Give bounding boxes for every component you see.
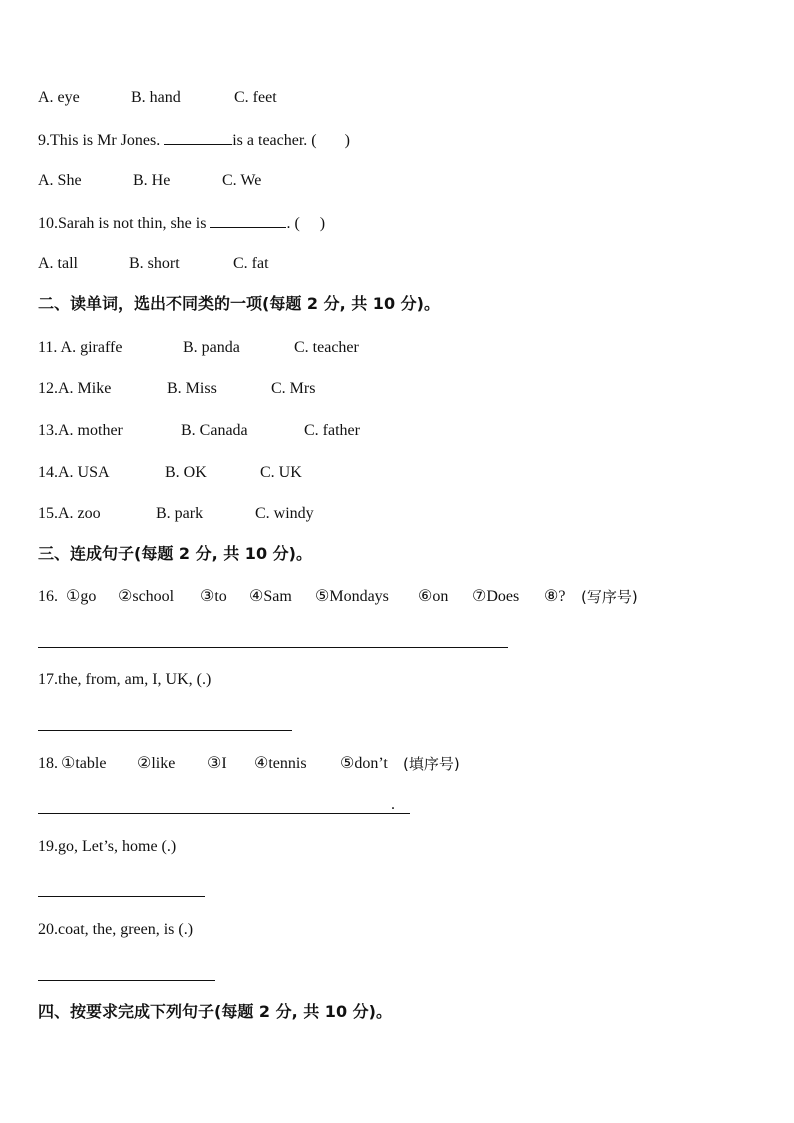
q10-close: ) <box>319 215 326 232</box>
q10-prefix: 10.Sarah is not thin, she is <box>38 215 207 232</box>
question-9 <box>38 130 350 151</box>
q8-option-c: C. feet <box>234 89 277 106</box>
q11-option-c: C. teacher <box>294 339 359 356</box>
q18-note: (填序号) <box>403 755 460 773</box>
q16-note: (写序号) <box>581 588 638 606</box>
q9-option-a: A. She <box>38 172 82 189</box>
q17-answer-line[interactable] <box>38 730 292 731</box>
q9-suffix: is a teacher. ( <box>232 132 317 149</box>
q10-option-c: C. fat <box>233 255 269 272</box>
q16-answer-line[interactable] <box>38 647 508 648</box>
q14-option-c: C. UK <box>260 464 302 481</box>
q19-answer-line[interactable] <box>38 896 205 897</box>
q12-option-a: 12.A. Mike <box>38 380 112 397</box>
q8-option-b: B. hand <box>131 89 181 106</box>
q10-blank[interactable] <box>210 213 286 228</box>
section-2-heading: 二、读单词，选出不同类的一项(每题 2 分, 共 10 分)。 <box>38 294 440 313</box>
q9-close: ) <box>344 132 350 149</box>
q10-option-b: B. short <box>129 255 180 272</box>
q20-answer-line[interactable] <box>38 980 215 981</box>
q15-option-c: C. windy <box>255 505 314 522</box>
q18-word-5: ⑤don’t <box>340 755 388 772</box>
q13-option-a: 13.A. mother <box>38 422 123 439</box>
q16-word-8: ⑧? <box>544 588 566 605</box>
q12-option-c: C. Mrs <box>271 380 316 397</box>
q20-prompt: 20.coat, the, green, is (.) <box>38 921 194 938</box>
q11-option-b: B. panda <box>183 339 240 356</box>
q13-option-c: C. father <box>304 422 360 439</box>
q18-answer-line[interactable] <box>38 813 410 814</box>
q9-blank[interactable] <box>164 130 232 145</box>
q18-word-3: ③I <box>207 755 227 772</box>
q14-option-b: B. OK <box>165 464 207 481</box>
q10-suffix: . ( <box>286 215 300 232</box>
section-4-heading: 四、按要求完成下列句子(每题 2 分, 共 10 分)。 <box>38 1002 392 1021</box>
q14-option-a: 14.A. USA <box>38 464 110 481</box>
q12-option-b: B. Miss <box>167 380 217 397</box>
q16-word-7: ⑦Does <box>472 588 520 605</box>
q17-prompt: 17.the, from, am, I, UK, (.) <box>38 671 212 688</box>
section-3-heading: 三、连成句子(每题 2 分, 共 10 分)。 <box>38 544 312 563</box>
q16-word-2: ②school <box>118 588 175 605</box>
q18-word-2: ②like <box>137 755 176 772</box>
q16-word-4: ④Sam <box>249 588 292 605</box>
q9-option-b: B. He <box>133 172 171 189</box>
q15-option-b: B. park <box>156 505 204 522</box>
q9-prefix: 9.This is Mr Jones. <box>38 132 161 149</box>
q10-option-a: A. tall <box>38 255 78 272</box>
q13-option-b: B. Canada <box>181 422 248 439</box>
q19-prompt: 19.go, Let’s, home (.) <box>38 838 177 855</box>
q18-word-1: ①table <box>61 755 107 772</box>
q11-option-a: 11. A. giraffe <box>38 339 123 356</box>
q16-word-3: ③to <box>200 588 227 605</box>
q8-option-a: A. eye <box>38 89 80 106</box>
q9-option-c: C. We <box>222 172 262 189</box>
q16-word-6: ⑥on <box>418 588 449 605</box>
question-10 <box>38 213 325 234</box>
q16-number: 16. <box>38 588 58 605</box>
q18-number: 18. <box>38 755 58 772</box>
q16-word-5: ⑤Mondays <box>315 588 389 605</box>
q18-word-4: ④tennis <box>254 755 307 772</box>
q16-word-1: ①go <box>66 588 97 605</box>
q18-end-period: . <box>391 796 395 813</box>
q15-option-a: 15.A. zoo <box>38 505 101 522</box>
